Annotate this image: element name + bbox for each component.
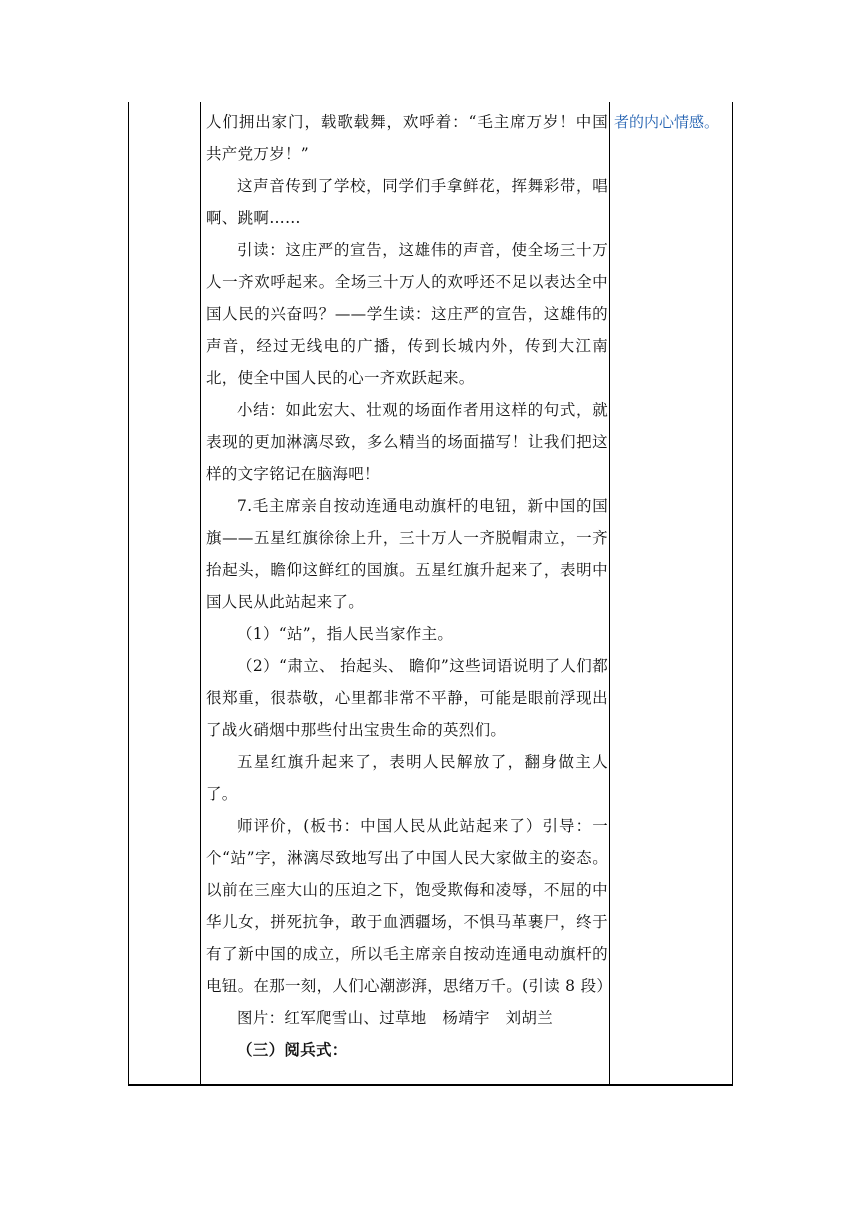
section-heading-parade: （三）阅兵式： [237, 1040, 348, 1059]
teaching-content-column [206, 106, 613, 1066]
paragraph-guided-reading: 引读：这庄严的宣告，这雄伟的声音，使全场三十万人一齐欢呼起来。全场三十万人的欢呼还不足以表达全中国人民的兴奋吗？——学生读：这庄严的宣告，这雄伟的声音，经过无线电的广播，传到长城内外，传到大江南北，使全中国人民的心一齐欢跃起来。 [206, 241, 608, 387]
paragraph-flag-raising: 7.毛主席亲自按动连通电动旗杆的电钮，新中国的国旗——五星红旗徐徐上升，三十万人一齐脱帽肃立，一齐抬起头，瞻仰这鲜红的国旗。五星红旗升起来了，表明中国人民从此站起来了。 [206, 497, 608, 611]
paragraph-summary: 小结：如此宏大、壮观的场面作者用这样的句式，就表现的更加淋漓尽致，多么精当的场面描写！让我们把这样的文字铭记在脑海吧！ [206, 401, 608, 483]
design-intent-note: 者的内心情感。 [614, 113, 720, 131]
paragraph-school-celebration: 这声音传到了学校，同学们手拿鲜花，挥舞彩带，唱啊、跳啊…… [206, 177, 608, 227]
paragraph-teacher-evaluation: 师评价，(板书：中国人民从此站起来了）引导：一个“站”字，淋漓尽致地写出了中国人民大家做主的姿态。以前在三座大山的压迫之下，饱受欺侮和凌辱，不屈的中华儿女，拼死抗争，敢于血洒疆场，不惧马革裹尸，终于有了新中国的成立，所以毛主席亲自按动连通电动旗杆的电钮。在那一刻，人们心潮澎湃，思绪万千。(引读 8 段） [206, 817, 613, 995]
paragraph-pictures: 图片：红军爬雪山、过草地 杨靖宇 刘胡兰 [237, 1009, 554, 1027]
column-divider-right [609, 102, 610, 1084]
paragraph-point-1: （1）“站”，指人民当家作主。 [237, 625, 454, 643]
paragraph-crowd-cheering: 人们拥出家门，载歌载舞，欢呼着：“毛主席万岁！中国共产党万岁！” [206, 113, 608, 163]
column-divider-left [200, 102, 201, 1084]
paragraph-liberation: 五星红旗升起来了，表明人民解放了，翻身做主人了。 [206, 753, 608, 803]
paragraph-point-2: （2）“肃立、 抬起头、 瞻仰”这些词语说明了人们都很郑重，很恭敬，心里都非常不平静，可能是眼前浮现出了战火硝烟中那些付出宝贵生命的英烈们。 [206, 657, 608, 739]
